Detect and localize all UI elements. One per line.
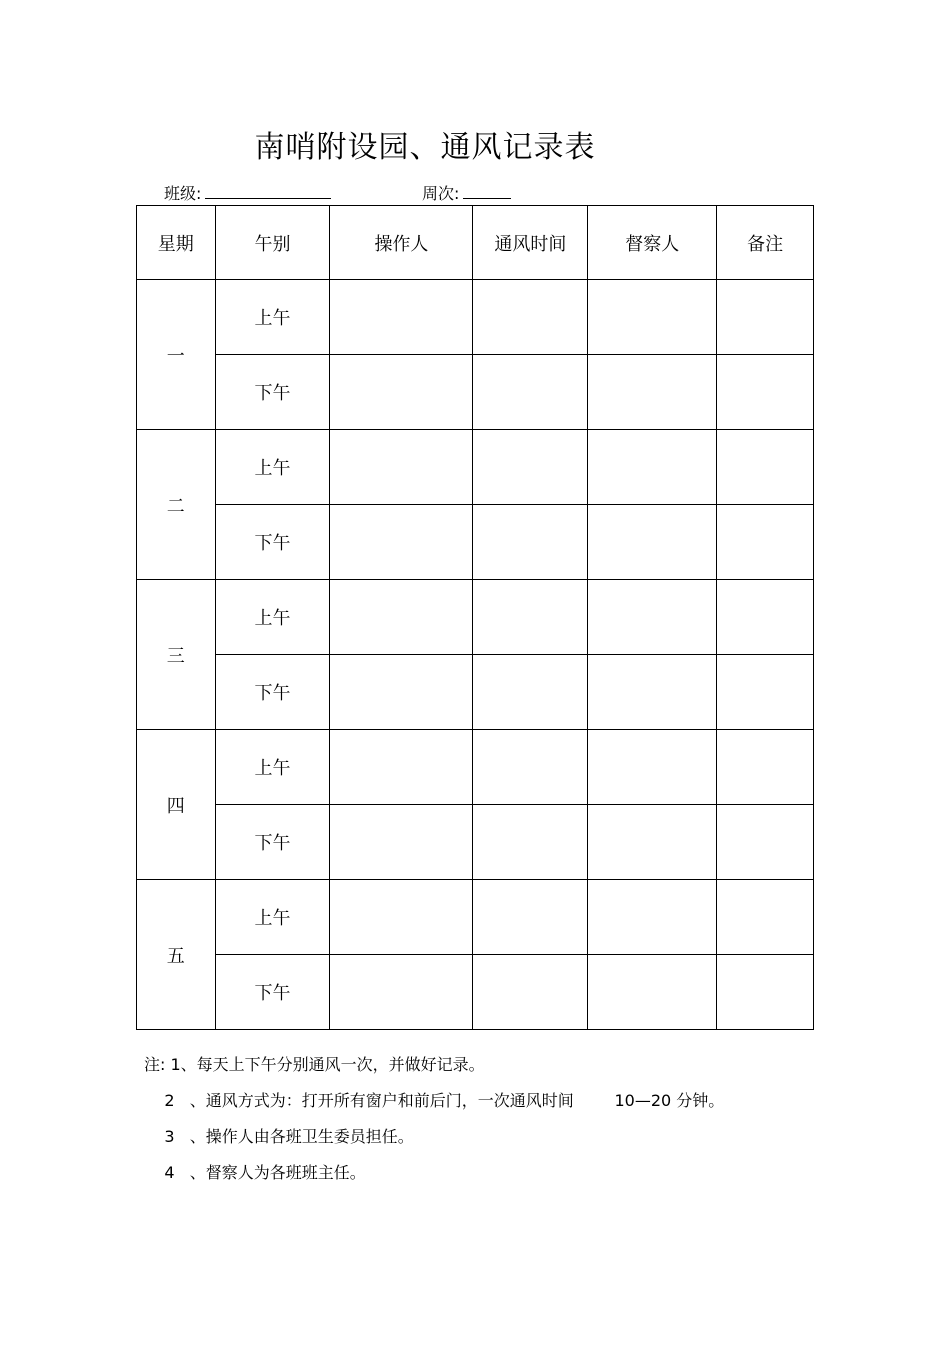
week-blank-line[interactable] (463, 182, 511, 199)
header-period: 午别 (215, 206, 330, 280)
table-row (137, 355, 814, 430)
table-row (137, 580, 814, 655)
period-cell: 下午 (215, 805, 330, 880)
table-row (137, 805, 814, 880)
operator-cell[interactable] (330, 730, 473, 805)
remarks-cell[interactable] (717, 430, 814, 505)
remarks-cell[interactable] (717, 505, 814, 580)
time-cell[interactable] (473, 355, 588, 430)
supervisor-cell[interactable] (588, 880, 717, 955)
supervisor-cell[interactable] (588, 580, 717, 655)
operator-cell[interactable] (330, 280, 473, 355)
note-line: 3 、操作人由各班卫生委员担任。 (144, 1127, 414, 1146)
table-row (137, 955, 814, 1030)
note-line: 注: 1、每天上下午分别通风一次，并做好记录。 (144, 1055, 485, 1074)
table-row (137, 730, 814, 805)
operator-cell[interactable] (330, 355, 473, 430)
operator-cell[interactable] (330, 580, 473, 655)
remarks-cell[interactable] (717, 955, 814, 1030)
class-blank-line[interactable] (205, 182, 331, 199)
supervisor-cell[interactable] (588, 505, 717, 580)
remarks-cell[interactable] (717, 730, 814, 805)
header-operator: 操作人 (330, 206, 473, 280)
period-cell: 上午 (215, 880, 330, 955)
period-cell: 下午 (215, 655, 330, 730)
supervisor-cell[interactable] (588, 655, 717, 730)
table-row (137, 880, 814, 955)
table-row (137, 505, 814, 580)
week-label: 周次: (422, 184, 460, 203)
header-supervisor: 督察人 (588, 206, 717, 280)
ventilation-record-table (136, 205, 814, 1030)
table-row (137, 655, 814, 730)
operator-cell[interactable] (330, 805, 473, 880)
operator-cell[interactable] (330, 955, 473, 1030)
period-cell: 上午 (215, 580, 330, 655)
page-title: 南哨附设园、通风记录表 (254, 130, 596, 165)
supervisor-cell[interactable] (588, 280, 717, 355)
period-cell: 上午 (215, 280, 330, 355)
weekday-cell: 一 (137, 280, 216, 430)
period-cell: 下午 (215, 505, 330, 580)
time-cell[interactable] (473, 805, 588, 880)
notes-section (144, 1052, 724, 1196)
operator-cell[interactable] (330, 880, 473, 955)
period-cell: 上午 (215, 430, 330, 505)
weekday-cell: 四 (137, 730, 216, 880)
operator-cell[interactable] (330, 430, 473, 505)
remarks-cell[interactable] (717, 355, 814, 430)
supervisor-cell[interactable] (588, 955, 717, 1030)
class-label: 班级: (164, 184, 202, 203)
operator-cell[interactable] (330, 655, 473, 730)
supervisor-cell[interactable] (588, 355, 717, 430)
class-field (164, 181, 331, 204)
header-ventilation-time: 通风时间 (473, 206, 588, 280)
period-cell: 上午 (215, 730, 330, 805)
header-remarks: 备注 (717, 206, 814, 280)
period-cell: 下午 (215, 955, 330, 1030)
remarks-cell[interactable] (717, 655, 814, 730)
weekday-cell: 五 (137, 880, 216, 1030)
supervisor-cell[interactable] (588, 730, 717, 805)
table-row (137, 280, 814, 355)
remarks-cell[interactable] (717, 880, 814, 955)
remarks-cell[interactable] (717, 805, 814, 880)
weekday-cell: 三 (137, 580, 216, 730)
remarks-cell[interactable] (717, 580, 814, 655)
table-header-row (137, 206, 814, 280)
remarks-cell[interactable] (717, 280, 814, 355)
time-cell[interactable] (473, 280, 588, 355)
table-row (137, 430, 814, 505)
time-cell[interactable] (473, 580, 588, 655)
time-cell[interactable] (473, 880, 588, 955)
time-cell[interactable] (473, 730, 588, 805)
time-cell[interactable] (473, 505, 588, 580)
supervisor-cell[interactable] (588, 805, 717, 880)
time-cell[interactable] (473, 655, 588, 730)
note-line: 2 、通风方式为：打开所有窗户和前后门，一次通风时间 10—20 分钟。 (144, 1091, 725, 1110)
week-field (422, 181, 511, 204)
period-cell: 下午 (215, 355, 330, 430)
header-weekday: 星期 (137, 206, 216, 280)
note-line: 4 、督察人为各班班主任。 (144, 1163, 366, 1182)
weekday-cell: 二 (137, 430, 216, 580)
operator-cell[interactable] (330, 505, 473, 580)
time-cell[interactable] (473, 430, 588, 505)
supervisor-cell[interactable] (588, 430, 717, 505)
time-cell[interactable] (473, 955, 588, 1030)
